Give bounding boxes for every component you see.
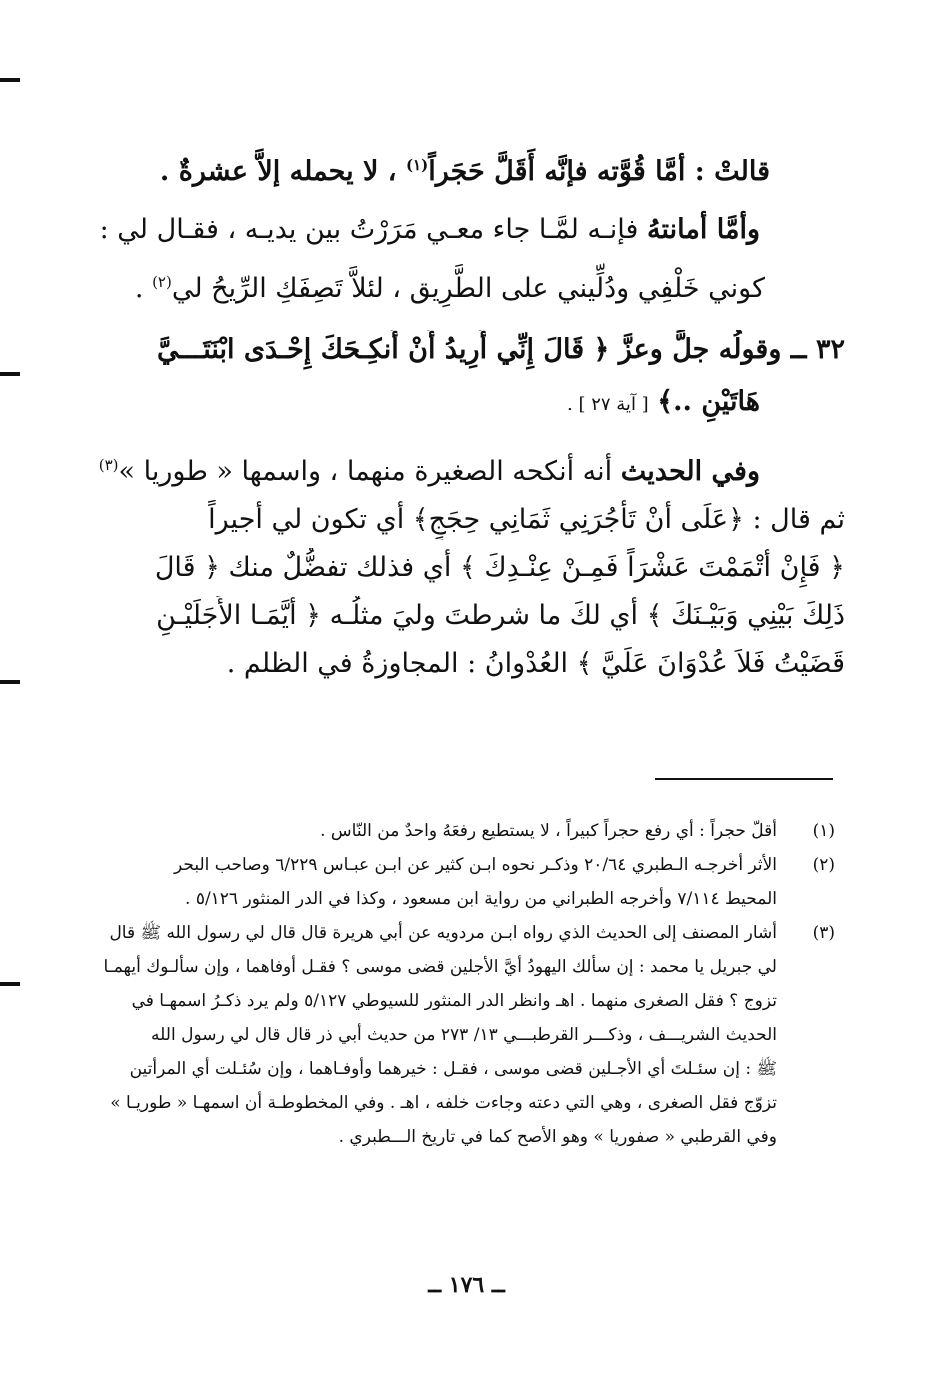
text-line-2: وأمَّا أمانتهُ فإنـه لمَّـا جاء معـي مَرَرْتُ بين يديـه ، فقـال لي : — [99, 214, 760, 245]
edge-mark — [0, 78, 20, 82]
text-line-3: كوني خَلْفِي ودُلِّيني على الطَّرِيق ، لئلاَّ تَصِفَكِ الرِّيحُ لي$^{(٢)}$ . — [134, 273, 765, 304]
text-line-1: قالتْ : أمَّا قُوَّته فإنَّه أَقَلَّ حَجَراً$^{(١)}$ ، لا يحمله إلاَّ عشرةٌ . — [159, 156, 770, 187]
text-line-9: ذَلِكَ بَيْنِي وَبَيْـنَكَ ﴾ أي لكَ ما شرطتَ وليَ مثلُـه ﴿ أَيَّمَـا الأَجَلَيْـنِ — [156, 600, 845, 631]
text-line-4: ٣٢ ــ وقولُه جلَّ وعزَّ ﴿ قَالَ إِنِّي أُرِيدُ أَنْ أُنكِـحَكَ إِحْـدَى ابْنَتَـــيَّ — [156, 334, 845, 365]
main-text — [80, 145, 845, 192]
footnote-1: (١) أقلّ حجراً : أي رفع حجراً كبيراً ، لا يستطيع رفعَهُ واحدٌ من النّاس . — [320, 821, 835, 841]
edge-mark — [0, 680, 20, 684]
text-line-10: قَضَيْتُ فَلاَ عُدْوَانَ عَلَيَّ ﴾ العُدْوانُ : المجاوزةُ في الظلم . — [226, 648, 845, 679]
hadith-paragraph — [80, 445, 845, 684]
edge-mark — [0, 372, 20, 376]
edge-mark — [0, 982, 20, 986]
paragraph-amanah — [80, 210, 845, 309]
footnote-2: (٢) الأثر أخرجـه الـطبري ٢٠/٦٤ وذكـر نحوه ابـن كثير عن ابـن عبـاس ٦/٢٢٩ وصاحب البحر المحيط ٧/١١٤ وأخرجه الطبراني من رواية ابن مسعود ، وكذا في الدر المنثور ٥/١٢٦ . — [174, 855, 835, 909]
footnote-3: (٣) أشار المصنف إلى الحديث الذي رواه ابـن مردويه عن أبي هريرة قال قال لي رسول الله ﷺ قال لي جبريل يا محمد : إن سألك اليهودُ أيَّ الأجلين قضى موسى ؟ فقـل أوفاهما ، وإن سألـوك أيهمـا تزوج ؟ فقل الصغرى منهما . اهـ وانظر الدر المنثور للسيوطي ٥/١٢٧ ولم يرد ذكـرُ اسمهـا في الحديث الشريـــف ، وذكـــر القرطبـــي ١٣/ ٢٧٣ من حديث أبي ذر قال قال لي رسول الله ﷺ : إن سئـلتَ أي الأجـلين قضى موسى ، فقـل : خيرهما وأوفـاهما ، وإن سُئـلت أي المرأتين تزوّج فقل الصغرى ، وهي التي دعته وجاءت خلفه ، اهـ . وفي المخطوطـة أن اسمهـا « طوريـا » وفي القرطبي « صفوريا » وهو الأصح كما في تاريخ الـــطبري . — [103, 923, 835, 1147]
footnote-separator — [655, 778, 833, 780]
page-number: ــ ١٧٦ ــ — [428, 1272, 505, 1298]
text-line-7: ثم قال : ﴿عَلَى أَنْ تَأْجُرَنِي ثَمَانِي حِجَجٍ﴾ أي تكون لي أجيراً — [208, 504, 845, 535]
footnotes — [80, 818, 835, 1150]
text-line-5: هَاتَيْنِ ..﴾ [ آية ٢٧ ] . — [567, 386, 760, 417]
text-line-6: وفي الحديث أنه أنكحه الصغيرة منهما ، واسمها « طوريا »$^{(٣)}$ — [98, 456, 760, 487]
verse-32 — [80, 330, 845, 425]
text-line-8: ﴿ فَإِنْ أَتْمَمْتَ عَشْرَاً فَمِـنْ عِنْـدِكَ ﴾ أي فذلك تفضُّلٌ منك ﴿ قَالَ — [154, 552, 845, 583]
